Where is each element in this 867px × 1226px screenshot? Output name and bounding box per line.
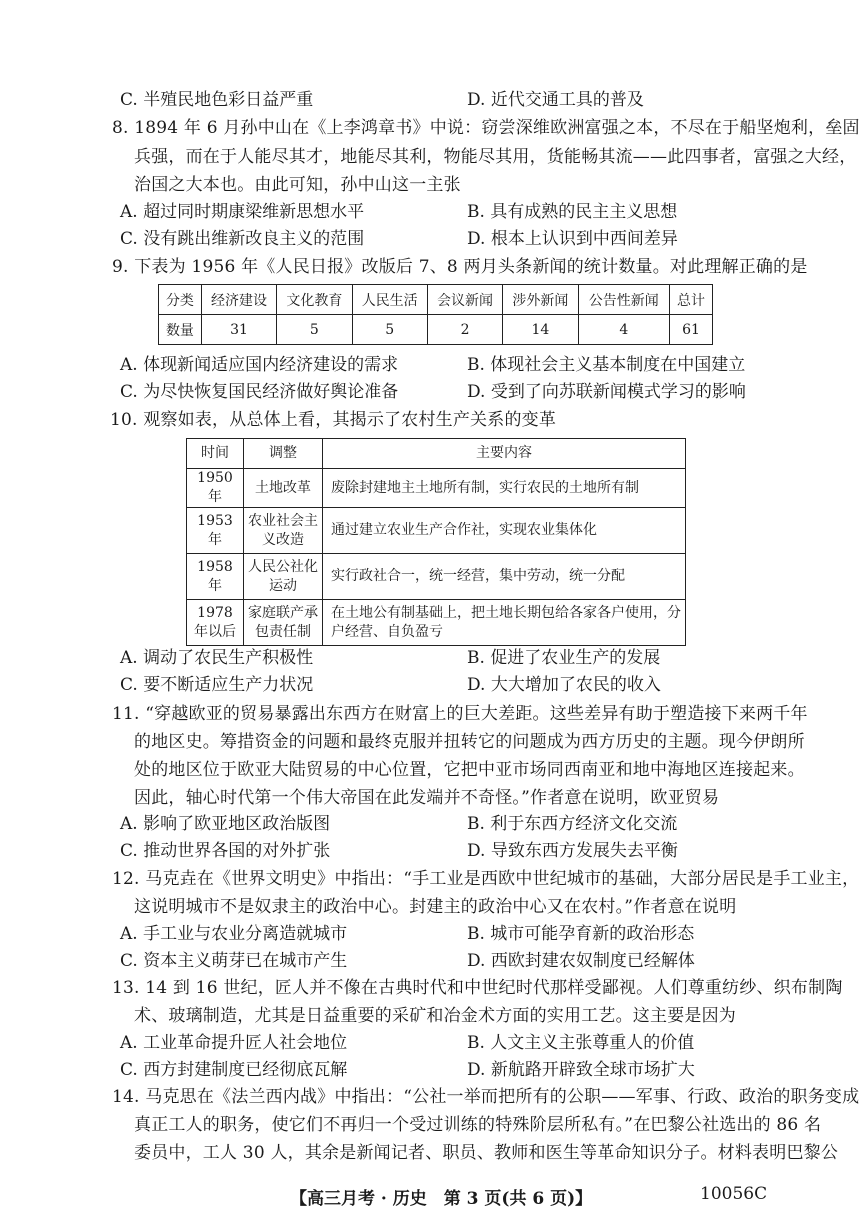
page-footer-label: 【高三月考 · 历史 第 3 页(共 6 页)】 (290, 1189, 593, 1209)
q9-option-a: A. 体现新闻适应国内经济建设的需求 (120, 355, 399, 375)
q8-stem-line-1: 8. 1894 年 6 月孙中山在《上李鸿章书》中说：窃尝深维欧洲富强之本，不尽在于船坚炮利，垒固 (112, 118, 860, 138)
page-footer-code: 10056C (700, 1184, 768, 1204)
q8-option-c: C. 没有跳出维新改良主义的范围 (120, 229, 365, 249)
table-header-cell: 时间 (187, 439, 244, 469)
q11-stem-line-2: 的地区史。筹措资金的问题和最终克服并扭转它的问题成为西方历史的主题。现今伊朗所 (134, 732, 805, 752)
q10-option-d: D. 大大增加了农民的收入 (467, 675, 661, 695)
q8-option-a: A. 超过同时期康梁维新思想水平 (120, 202, 365, 222)
q13-stem-line-2: 术、玻璃制造，尤其是日益重要的采矿和冶金术方面的实用工艺。这主要是因为 (134, 1006, 736, 1026)
table-cell: 农业社会主义改造 (244, 508, 323, 554)
table-cell: 4 (578, 315, 670, 345)
q11-option-d: D. 导致东西方发展失去平衡 (467, 841, 678, 861)
q11-option-b: B. 利于东西方经济文化交流 (467, 814, 678, 834)
table-row (159, 315, 713, 345)
q8-option-d: D. 根本上认识到中西间差异 (467, 229, 678, 249)
table-header-cell: 调整 (244, 439, 323, 469)
table-header-cell: 经济建设 (201, 285, 276, 315)
table-cell: 土地改革 (244, 469, 323, 508)
q8-stem-line-2: 兵强，而在于人能尽其才，地能尽其利，物能尽其用，货能畅其流——此四事者，富强之大经， (134, 147, 857, 167)
table-cell: 5 (277, 315, 352, 345)
table-cell: 数量 (159, 315, 202, 345)
table-cell: 家庭联产承包责任制 (244, 600, 323, 646)
q7-option-d: D. 近代交通工具的普及 (467, 90, 644, 110)
q11-stem-line-3: 处的地区位于欧亚大陆贸易的中心位置，它把中亚市场同西南亚和地中海地区连接起来。 (134, 760, 805, 780)
table-cell: 1978 年以后 (187, 600, 244, 646)
table-cell: 5 (352, 315, 427, 345)
table-cell: 1950 年 (187, 469, 244, 508)
table-cell: 1953 年 (187, 508, 244, 554)
table-header-cell: 公告性新闻 (578, 285, 670, 315)
q8-stem-line-3: 治国之大本也。由此可知，孙中山这一主张 (134, 175, 461, 195)
q14-stem-line-1: 14. 马克思在《法兰西内战》中指出：“公社一举而把所有的公职——军事、行政、政治的职务变成 (112, 1087, 860, 1107)
q10-option-c: C. 要不断适应生产力状况 (120, 675, 314, 695)
q12-stem-line-1: 12. 马克垚在《世界文明史》中指出：“手工业是西欧中世纪城市的基础，大部分居民是手工业主， (112, 869, 860, 889)
q12-option-c: C. 资本主义萌芽已在城市产生 (120, 951, 348, 971)
table-header-cell: 主要内容 (323, 439, 686, 469)
q12-option-a: A. 手工业与农业分离造就城市 (120, 924, 348, 944)
table-cell: 在土地公有制基础上，把土地长期包给各家各户使用，分户经营、自负盈亏 (323, 600, 686, 646)
q12-stem-line-2: 这说明城市不是奴隶主的政治中心。封建主的政治中心又在农村。”作者意在说明 (134, 897, 737, 917)
q8-option-b: B. 具有成熟的民主主义思想 (467, 202, 678, 222)
q13-option-d: D. 新航路开辟致全球市场扩大 (467, 1060, 695, 1080)
q11-stem-line-1: 11. “穿越欧亚的贸易暴露出东西方在财富上的巨大差距。这些差异有助于塑造接下来两千年 (112, 704, 808, 724)
table-cell: 实行政社合一，统一经营，集中劳动，统一分配 (323, 554, 686, 600)
q10-option-a: A. 调动了农民生产积极性 (120, 648, 314, 668)
table-cell: 1958 年 (187, 554, 244, 600)
q11-stem-line-4: 因此，轴心时代第一个伟大帝国在此发端并不奇怪。”作者意在说明，欧亚贸易 (134, 788, 720, 808)
table-row (187, 469, 686, 508)
q13-stem-line-1: 13. 14 到 16 世纪，匠人并不像在古典时代和中世纪时代那样受鄙视。人们尊重纺纱、织布制陶 (112, 978, 843, 998)
table-cell: 人民公社化运动 (244, 554, 323, 600)
table-row (187, 508, 686, 554)
q10-option-b: B. 促进了农业生产的发展 (467, 648, 661, 668)
q14-stem-line-3: 委员中，工人 30 人，其余是新闻记者、职员、教师和医生等革命知识分子。材料表明巴黎公 (134, 1143, 839, 1163)
table-row (159, 285, 713, 315)
table-cell: 通过建立农业生产合作社，实现农业集体化 (323, 508, 686, 554)
q9-option-b: B. 体现社会主义基本制度在中国建立 (467, 355, 746, 375)
table-row (187, 600, 686, 646)
table-cell: 废除封建地主土地所有制，实行农民的土地所有制 (323, 469, 686, 508)
q13-option-c: C. 西方封建制度已经彻底瓦解 (120, 1060, 348, 1080)
table-cell: 14 (503, 315, 578, 345)
q9-stats-table (158, 284, 713, 345)
table-header-cell: 分类 (159, 285, 202, 315)
q13-option-a: A. 工业革命提升匠人社会地位 (120, 1033, 348, 1053)
q9-option-d: D. 受到了向苏联新闻模式学习的影响 (467, 382, 746, 402)
table-cell: 2 (427, 315, 502, 345)
table-header-cell: 涉外新闻 (503, 285, 578, 315)
q10-reform-table (186, 438, 686, 646)
table-header-cell: 总计 (670, 285, 713, 315)
q11-option-c: C. 推动世界各国的对外扩张 (120, 841, 331, 861)
q7-option-c: C. 半殖民地色彩日益严重 (120, 90, 314, 110)
q9-option-c: C. 为尽快恢复国民经济做好舆论准备 (120, 382, 399, 402)
q9-stem: 9. 下表为 1956 年《人民日报》改版后 7、8 两月头条新闻的统计数量。对此理解正确的是 (112, 257, 808, 277)
q11-option-a: A. 影响了欧亚地区政治版图 (120, 814, 331, 834)
table-cell: 61 (670, 315, 713, 345)
q10-stem: 10. 观察如表，从总体上看，其揭示了农村生产关系的变革 (110, 410, 557, 430)
q12-option-b: B. 城市可能孕育新的政治形态 (467, 924, 695, 944)
table-header-cell: 文化教育 (277, 285, 352, 315)
q12-option-d: D. 西欧封建农奴制度已经解体 (467, 951, 695, 971)
table-row (187, 554, 686, 600)
q14-stem-line-2: 真正工人的职务，使它们不再归一个受过训练的特殊阶层所私有。”在巴黎公社选出的 86 名 (134, 1115, 822, 1135)
table-header-cell: 会议新闻 (427, 285, 502, 315)
table-cell: 31 (201, 315, 276, 345)
table-header-cell: 人民生活 (352, 285, 427, 315)
table-row (187, 439, 686, 469)
q13-option-b: B. 人文主义主张尊重人的价值 (467, 1033, 695, 1053)
